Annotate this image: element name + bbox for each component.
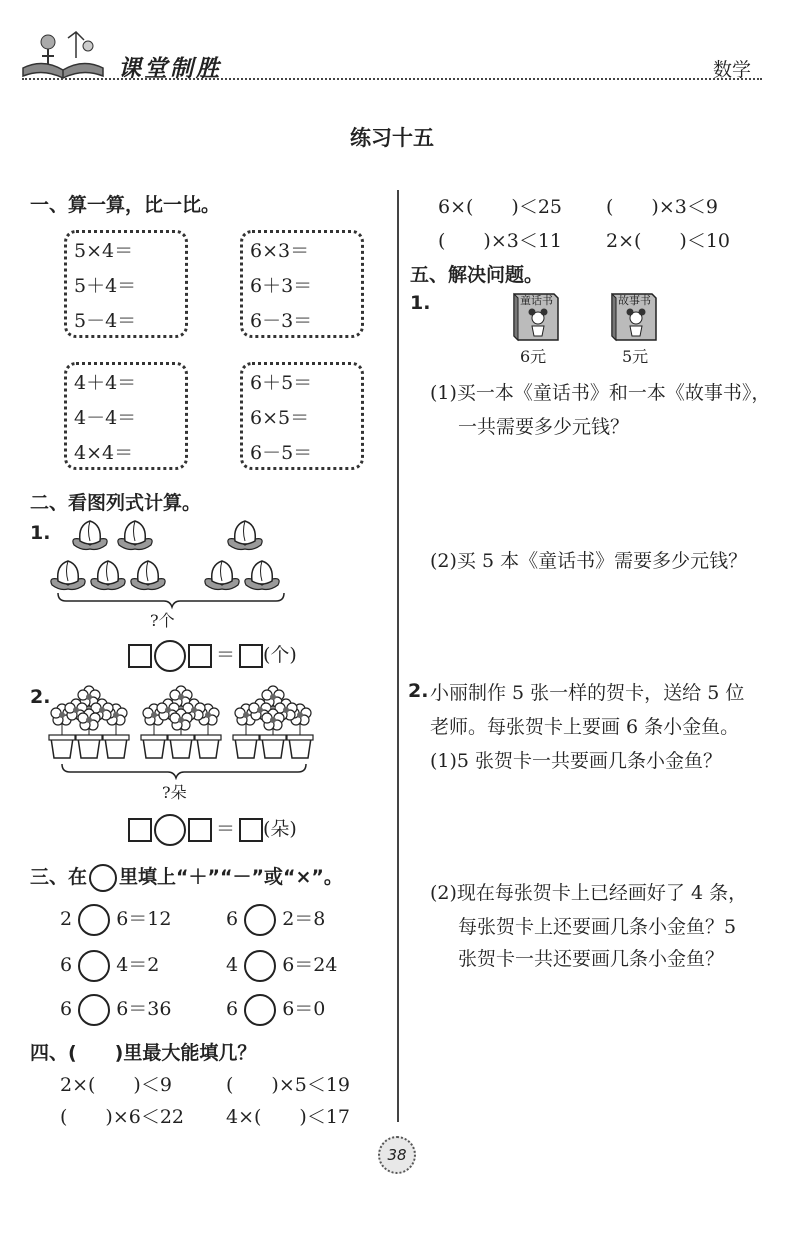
operand: 6 (226, 908, 239, 930)
inequality-item[interactable]: ( )×3＜11 (438, 230, 563, 252)
book-price: 5元 (622, 347, 649, 366)
calc-item: 4×4＝ (74, 442, 134, 464)
question-text: (2)买 5 本《童话书》需要多少元钱？ (430, 550, 748, 572)
section-3-heading (30, 862, 343, 892)
calc-item: 5－4＝ (74, 310, 137, 332)
inequality-item[interactable]: 2×( )＜9 (60, 1074, 172, 1096)
equation-row-1: ＝ (个) (128, 640, 297, 672)
answer-box[interactable] (239, 644, 263, 668)
operand: 2 (60, 908, 73, 930)
equation-row-2: ＝ (朵) (128, 814, 297, 846)
question-text: 老师。每张贺卡上要画 6 条小金鱼。 (430, 716, 740, 738)
calc-item: 6－3＝ (250, 310, 313, 332)
calc-item: 6＋3＝ (250, 275, 313, 297)
operand: 6＝0 (282, 998, 326, 1020)
book-price: 6元 (520, 347, 547, 366)
operator-item (226, 950, 337, 982)
page-number: 38 (387, 1146, 407, 1164)
header-brand: 课堂制胜 (118, 56, 222, 82)
question-number: 2. (30, 686, 51, 708)
operator-circle[interactable] (154, 640, 186, 672)
calc-item: 6－5＝ (250, 442, 313, 464)
calc-item: 6×5＝ (250, 407, 310, 429)
header-rule (22, 78, 762, 80)
flowerpots-illustration (42, 680, 322, 780)
question-text: 一共需要多少元钱？ (458, 416, 630, 438)
book-title: 童话书 (520, 294, 553, 307)
operator-item (60, 904, 171, 936)
operand: 6 (226, 998, 239, 1020)
operand: 2＝8 (282, 908, 326, 930)
operator-circle[interactable] (78, 904, 110, 936)
answer-box[interactable] (128, 644, 152, 668)
section-4-heading: 四、( )里最大能填几？ (30, 1042, 257, 1064)
inequality-item[interactable]: ( )×5＜19 (226, 1074, 351, 1096)
brace-label: ?个 (150, 611, 175, 630)
operand: 6＝36 (116, 998, 172, 1020)
calc-item: 5＋4＝ (74, 275, 137, 297)
operand: 4＝2 (116, 954, 160, 976)
answer-box[interactable] (188, 644, 212, 668)
question-text: (1)买一本《童话书》和一本《故事书》， (430, 382, 771, 404)
page-number-badge (378, 1136, 416, 1174)
operand: 6＝24 (282, 954, 338, 976)
operator-circle[interactable] (154, 814, 186, 846)
unit-label: (个) (263, 644, 297, 666)
question-text: (2)现在每张贺卡上已经画好了 4 条， (430, 882, 748, 904)
answer-box[interactable] (239, 818, 263, 842)
unit-label: (朵) (263, 818, 297, 840)
header-subject: 数学 (713, 59, 752, 81)
inequality-item[interactable]: 2×( )＜10 (606, 230, 731, 252)
operator-item (226, 904, 325, 936)
calc-item: 5×4＝ (74, 240, 134, 262)
calc-item: 6×3＝ (250, 240, 310, 262)
inequality-item[interactable]: 6×( )＜25 (438, 196, 563, 218)
heading-text: 三、在 (30, 866, 88, 888)
operator-circle[interactable] (244, 904, 276, 936)
operator-circle[interactable] (78, 950, 110, 982)
calc-item: 4－4＝ (74, 407, 137, 429)
operand: 4 (226, 954, 239, 976)
header-logo (18, 28, 108, 80)
operand: 6＝12 (116, 908, 172, 930)
answer-box[interactable] (188, 818, 212, 842)
brace-label: ?朵 (162, 783, 187, 802)
operand: 6 (60, 998, 73, 1020)
inequality-item[interactable]: ( )×6＜22 (60, 1106, 185, 1128)
operator-item (226, 994, 325, 1026)
circle-icon (89, 864, 117, 892)
operator-circle[interactable] (244, 994, 276, 1026)
column-divider (397, 190, 399, 1122)
answer-box[interactable] (128, 818, 152, 842)
calc-item: 6＋5＝ (250, 372, 313, 394)
section-5-heading: 五、解决问题。 (410, 264, 544, 286)
operator-circle[interactable] (78, 994, 110, 1026)
operand: 6 (60, 954, 73, 976)
book-title: 故事书 (618, 294, 651, 307)
operator-item (60, 994, 171, 1026)
page-title: 练习十五 (350, 126, 434, 150)
inequality-item[interactable]: 4×( )＜17 (226, 1106, 351, 1128)
section-2-heading: 二、看图列式计算。 (30, 492, 202, 514)
question-text: 每张贺卡上还要画几条小金鱼？5 (458, 916, 737, 938)
inequality-item[interactable]: ( )×3＜9 (606, 196, 718, 218)
question-text: 张贺卡一共还要画几条小金鱼？ (458, 948, 725, 970)
question-text: 小丽制作 5 张一样的贺卡，送给 5 位 (430, 682, 745, 704)
question-number: 1. (410, 292, 431, 314)
operator-item (60, 950, 159, 982)
operator-circle[interactable] (244, 950, 276, 982)
question-text: (1)5 张贺卡一共要画几条小金鱼？ (430, 750, 723, 772)
question-number: 1. (30, 522, 51, 544)
section-1-heading: 一、算一算，比一比。 (30, 194, 221, 216)
heading-text: 里填上“＋”“－”或“×”。 (119, 866, 343, 888)
calc-item: 4＋4＝ (74, 372, 137, 394)
question-number: 2. (408, 680, 429, 702)
